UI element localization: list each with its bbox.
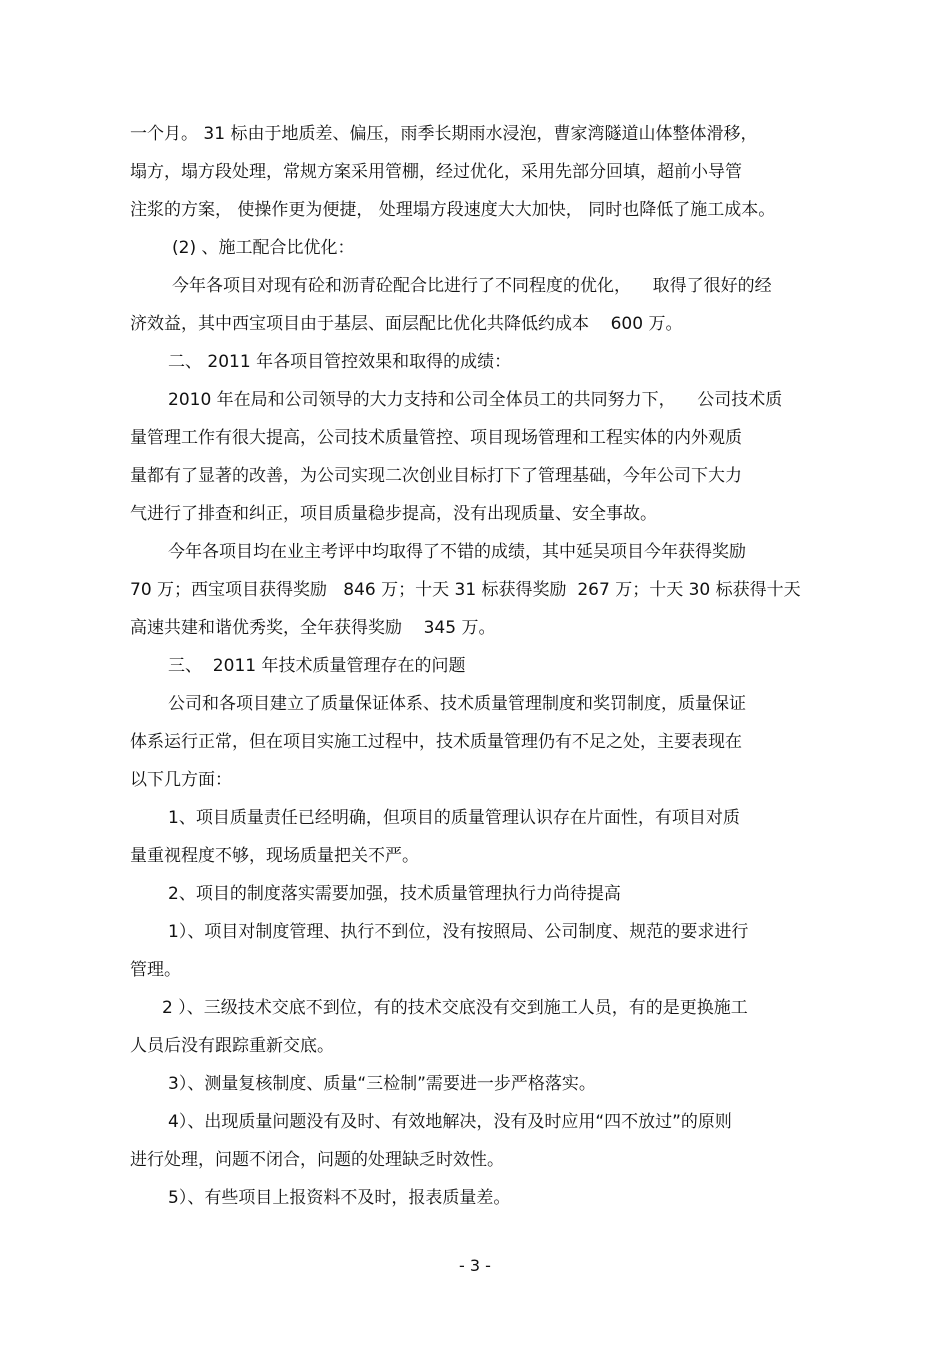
page-number: - 3 - <box>459 1256 491 1275</box>
text-line: 2 ）、三级技术交底不到位，有的技术交底没有交到施工人员，有的是更换施工 <box>162 998 748 1018</box>
text-line: 以下几方面： <box>130 770 232 790</box>
text-line: 进行处理，问题不闭合，问题的处理缺乏时效性。 <box>130 1150 504 1170</box>
text-line: 公司和各项目建立了质量保证体系、技术质量管理制度和奖罚制度，质量保证 <box>168 694 746 714</box>
section-heading: 三、 2011 年技术质量管理存在的问题 <box>168 656 466 676</box>
text-line: 4）、出现质量问题没有及时、有效地解决，没有及时应用“四不放过”的原则 <box>168 1112 732 1132</box>
text-line: 1）、项目对制度管理、执行不到位，没有按照局、公司制度、规范的要求进行 <box>168 922 749 942</box>
text-line: 今年各项目均在业主考评中均取得了不错的成绩，其中延吴项目今年获得奖励 <box>168 542 746 562</box>
text-line: (2) 、施工配合比优化： <box>172 238 355 258</box>
text-line: 2、项目的制度落实需要加强，技术质量管理执行力尚待提高 <box>168 884 621 904</box>
text-line: 一个月。 31 标由于地质差、偏压，雨季长期雨水浸泡，曹家湾隧道山体整体滑移， <box>130 124 758 144</box>
text-line: 3）、测量复核制度、质量“三检制”需要进一步严格落实。 <box>168 1074 596 1094</box>
text-line: 70 万；西宝项目获得奖励 846 万；十天 31 标获得奖励 267 万；十天 30 标获得十天 <box>130 580 801 600</box>
text-line: 体系运行正常，但在项目实施工过程中，技术质量管理仍有不足之处，主要表现在 <box>130 732 742 752</box>
text-line: 高速共建和谐优秀奖，全年获得奖励 345 万。 <box>130 618 496 638</box>
section-heading: 二、 2011 年各项目管控效果和取得的成绩： <box>168 352 512 372</box>
text-line: 今年各项目对现有砼和沥青砼配合比进行了不同程度的优化， 取得了很好的经 <box>172 276 772 296</box>
text-line: 2010 年在局和公司领导的大力支持和公司全体员工的共同努力下， 公司技术质 <box>168 390 783 410</box>
text-line: 济效益，其中西宝项目由于基层、面层配比优化共降低约成本 600 万。 <box>130 314 683 334</box>
text-line: 人员后没有跟踪重新交底。 <box>130 1036 334 1056</box>
text-line: 气进行了排查和纠正，项目质量稳步提高，没有出现质量、安全事故。 <box>130 504 657 524</box>
text-line: 注浆的方案， 使操作更为便捷， 处理塌方段速度大大加快， 同时也降低了施工成本。 <box>130 200 776 220</box>
text-line: 塌方，塌方段处理，常规方案采用管棚，经过优化，采用先部分回填，超前小导管 <box>130 162 742 182</box>
text-line: 量重视程度不够，现场质量把关不严。 <box>130 846 419 866</box>
text-line: 量管理工作有很大提高，公司技术质量管控、项目现场管理和工程实体的内外观质 <box>130 428 742 448</box>
text-line: 管理。 <box>130 960 181 980</box>
text-line: 量都有了显著的改善，为公司实现二次创业目标打下了管理基础，今年公司下大力 <box>130 466 742 486</box>
text-line: 1、项目质量责任已经明确，但项目的质量管理认识存在片面性，有项目对质 <box>168 808 740 828</box>
text-line: 5）、有些项目上报资料不及时，报表质量差。 <box>168 1188 511 1208</box>
